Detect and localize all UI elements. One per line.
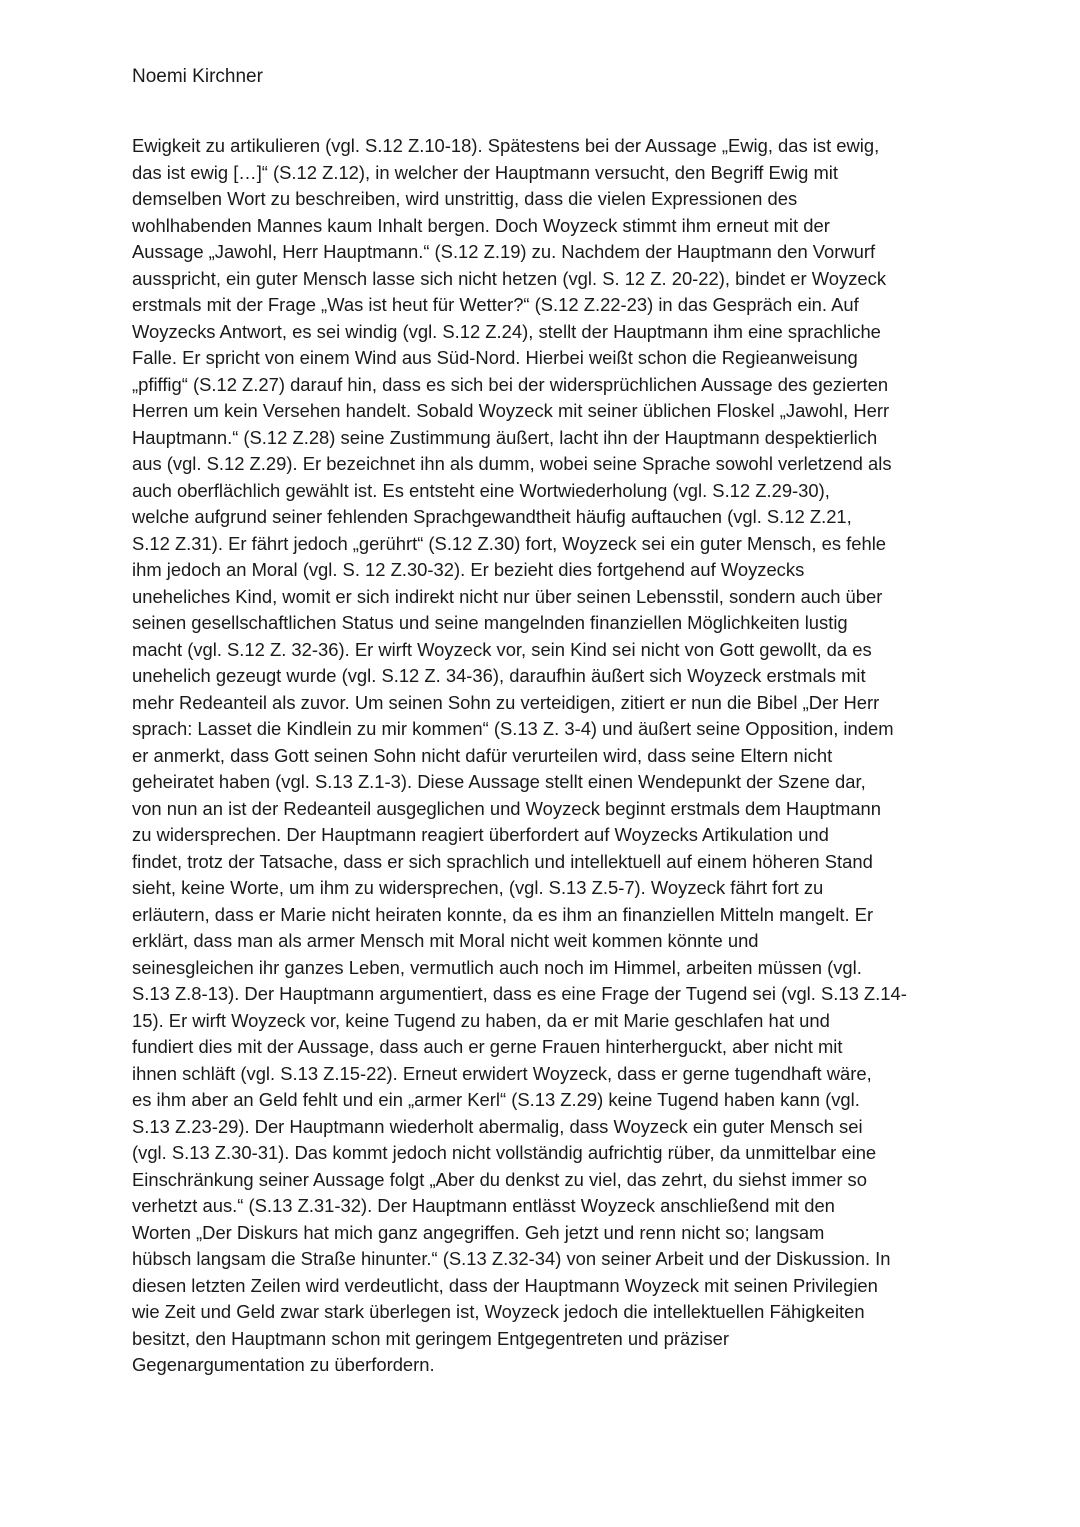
text-line: „pfiffig“ (S.12 Z.27) darauf hin, dass es sich bei der widersprüchlichen Aussage des gezierten <box>132 373 889 395</box>
text-line: erläutern, dass er Marie nicht heiraten konnte, da es ihm an finanziellen Mitteln mangelt. Er <box>132 903 874 925</box>
text-line: Gegenargumentation zu überfordern. <box>132 1354 435 1375</box>
text-line: von nun an ist der Redeanteil ausgeglichen und Woyzeck beginnt erstmals dem Hauptmann <box>132 797 882 819</box>
text-line: Herren um kein Versehen handelt. Sobald Woyzeck mit seiner üblichen Floskel „Jawohl, Herr <box>132 400 890 421</box>
text-line: er anmerkt, dass Gott seinen Sohn nicht dafür verurteilen wird, dass seine Eltern nicht <box>132 744 833 766</box>
text-line: Woyzecks Antwort, es sei windig (vgl. S.12 Z.24), stellt der Hauptmann ihm eine sprachliche <box>132 320 881 342</box>
text-line: (vgl. S.13 Z.30-31). Das kommt jedoch nicht vollständig aufrichtig rüber, da unmittelbar eine <box>132 1142 877 1163</box>
text-line: auch oberflächlich gewählt ist. Es entsteht eine Wortwiederholung (vgl. S.12 Z.29-30), <box>132 479 830 501</box>
text-line: Einschränkung seiner Aussage folgt „Aber du denkst zu viel, das zehrt, du siehst immer so <box>132 1168 867 1190</box>
text-line: aus (vgl. S.12 Z.29). Er bezeichnet ihn als dumm, wobei seine Sprache sowohl verletzend als <box>132 453 892 474</box>
text-line: sieht, keine Worte, um ihm zu widersprechen, (vgl. S.13 Z.5-7). Woyzeck fährt fort zu <box>132 877 824 898</box>
text-line: wie Zeit und Geld zwar stark überlegen ist, Woyzeck jedoch die intellektuellen Fähigkeiten <box>132 1301 865 1322</box>
text-line: findet, trotz der Tatsache, dass er sich sprachlich und intellektuell auf einem höheren Stand <box>132 850 873 872</box>
text-line: Worten „Der Diskurs hat mich ganz angegriffen. Geh jetzt und renn nicht so; langsam <box>132 1221 825 1243</box>
text-line: wohlhabenden Mannes kaum Inhalt bergen. Doch Woyzeck stimmt ihm erneut mit der <box>132 214 830 236</box>
text-line: ihm jedoch an Moral (vgl. S. 12 Z.30-32). Er bezieht dies fortgehend auf Woyzecks <box>132 559 805 580</box>
text-line: Falle. Er spricht von einem Wind aus Süd-Nord. Hierbei weißt schon die Regieanweisung <box>132 347 858 368</box>
text-line: seinesgleichen ihr ganzes Leben, vermutlich auch noch im Himmel, arbeiten müssen (vgl. <box>132 956 862 978</box>
text-line: verhetzt aus.“ (S.13 Z.31-32). Der Hauptmann entlässt Woyzeck anschließend mit den <box>132 1195 835 1216</box>
text-line: S.13 Z.8-13). Der Hauptmann argumentiert, dass es eine Frage der Tugend sei (vgl. S.13 Z.14- <box>132 983 907 1004</box>
text-line: S.13 Z.23-29). Der Hauptmann wiederholt abermalig, dass Woyzeck ein guter Mensch sei <box>132 1115 863 1137</box>
text-line: diesen letzten Zeilen wird verdeutlicht, dass der Hauptmann Woyzeck mit seinen Privilegien <box>132 1274 878 1296</box>
text-line: uneheliches Kind, womit er sich indirekt nicht nur über seinen Lebensstil, sondern auch über <box>132 585 883 607</box>
text-line: demselben Wort zu beschreiben, wird unstrittig, dass die vielen Expressionen des <box>132 188 798 209</box>
text-line: seinen gesellschaftlichen Status und seine mangelnden finanziellen Möglichkeiten lustig <box>132 612 848 633</box>
text-line: das ist ewig […]“ (S.12 Z.12), in welcher der Hauptmann versucht, den Begriff Ewig mit <box>132 161 838 183</box>
text-line: hübsch langsam die Straße hinunter.“ (S.13 Z.32-34) von seiner Arbeit und der Diskussion. In <box>132 1248 891 1269</box>
text-line: unehelich gezeugt wurde (vgl. S.12 Z. 34-36), daraufhin äußert sich Woyzeck erstmals mit <box>132 665 866 686</box>
text-line: geheiratet haben (vgl. S.13 Z.1-3). Diese Aussage stellt einen Wendepunkt der Szene dar, <box>132 771 866 792</box>
text-line: sprach: Lasset die Kindlein zu mir kommen“ (S.13 Z. 3-4) und äußert seine Opposition, indem <box>132 718 894 739</box>
text-line: zu widersprechen. Der Hauptmann reagiert überfordert auf Woyzecks Artikulation und <box>132 824 829 845</box>
text-line: fundiert dies mit der Aussage, dass auch er gerne Frauen hinterherguckt, aber nicht mit <box>132 1036 843 1057</box>
text-line: Hauptmann.“ (S.12 Z.28) seine Zustimmung äußert, lacht ihn der Hauptmann despektierlich <box>132 426 878 448</box>
text-line: erklärt, dass man als armer Mensch mit Moral nicht weit kommen könnte und <box>132 930 759 951</box>
body-text <box>132 133 962 1379</box>
text-line: es ihm aber an Geld fehlt und ein „armer Kerl“ (S.13 Z.29) keine Tugend haben kann (vgl. <box>132 1089 860 1110</box>
text-line: Aussage „Jawohl, Herr Hauptmann.“ (S.12 Z.19) zu. Nachdem der Hauptmann den Vorwurf <box>132 241 876 262</box>
text-line: besitzt, den Hauptmann schon mit geringem Entgegentreten und präziser <box>132 1327 730 1349</box>
text-line: ausspricht, ein guter Mensch lasse sich nicht hetzen (vgl. S. 12 Z. 20-22), bindet er Woyzeck <box>132 267 887 289</box>
text-line: ihnen schläft (vgl. S.13 Z.15-22). Erneut erwidert Woyzeck, dass er gerne tugendhaft wäre, <box>132 1062 872 1084</box>
text-line: erstmals mit der Frage „Was ist heut für Wetter?“ (S.12 Z.22-23) in das Gespräch ein. Auf <box>132 294 859 315</box>
author-name: Noemi Kirchner <box>132 66 263 87</box>
text-line: Ewigkeit zu artikulieren (vgl. S.12 Z.10-18). Spätestens bei der Aussage „Ewig, das ist ewig, <box>132 135 880 156</box>
text-line: S.12 Z.31). Er fährt jedoch „gerührt“ (S.12 Z.30) fort, Woyzeck sei ein guter Mensch, es fehle <box>132 532 887 554</box>
text-line: mehr Redeanteil als zuvor. Um seinen Sohn zu verteidigen, zitiert er nun die Bibel „Der Herr <box>132 691 880 713</box>
text-line: 15). Er wirft Woyzeck vor, keine Tugend zu haben, da er mit Marie geschlafen hat und <box>132 1009 830 1031</box>
text-line: macht (vgl. S.12 Z. 32-36). Er wirft Woyzeck vor, sein Kind sei nicht von Gott gewollt, da es <box>132 638 872 660</box>
text-line: welche aufgrund seiner fehlenden Sprachgewandtheit häufig auftauchen (vgl. S.12 Z.21, <box>132 506 852 527</box>
